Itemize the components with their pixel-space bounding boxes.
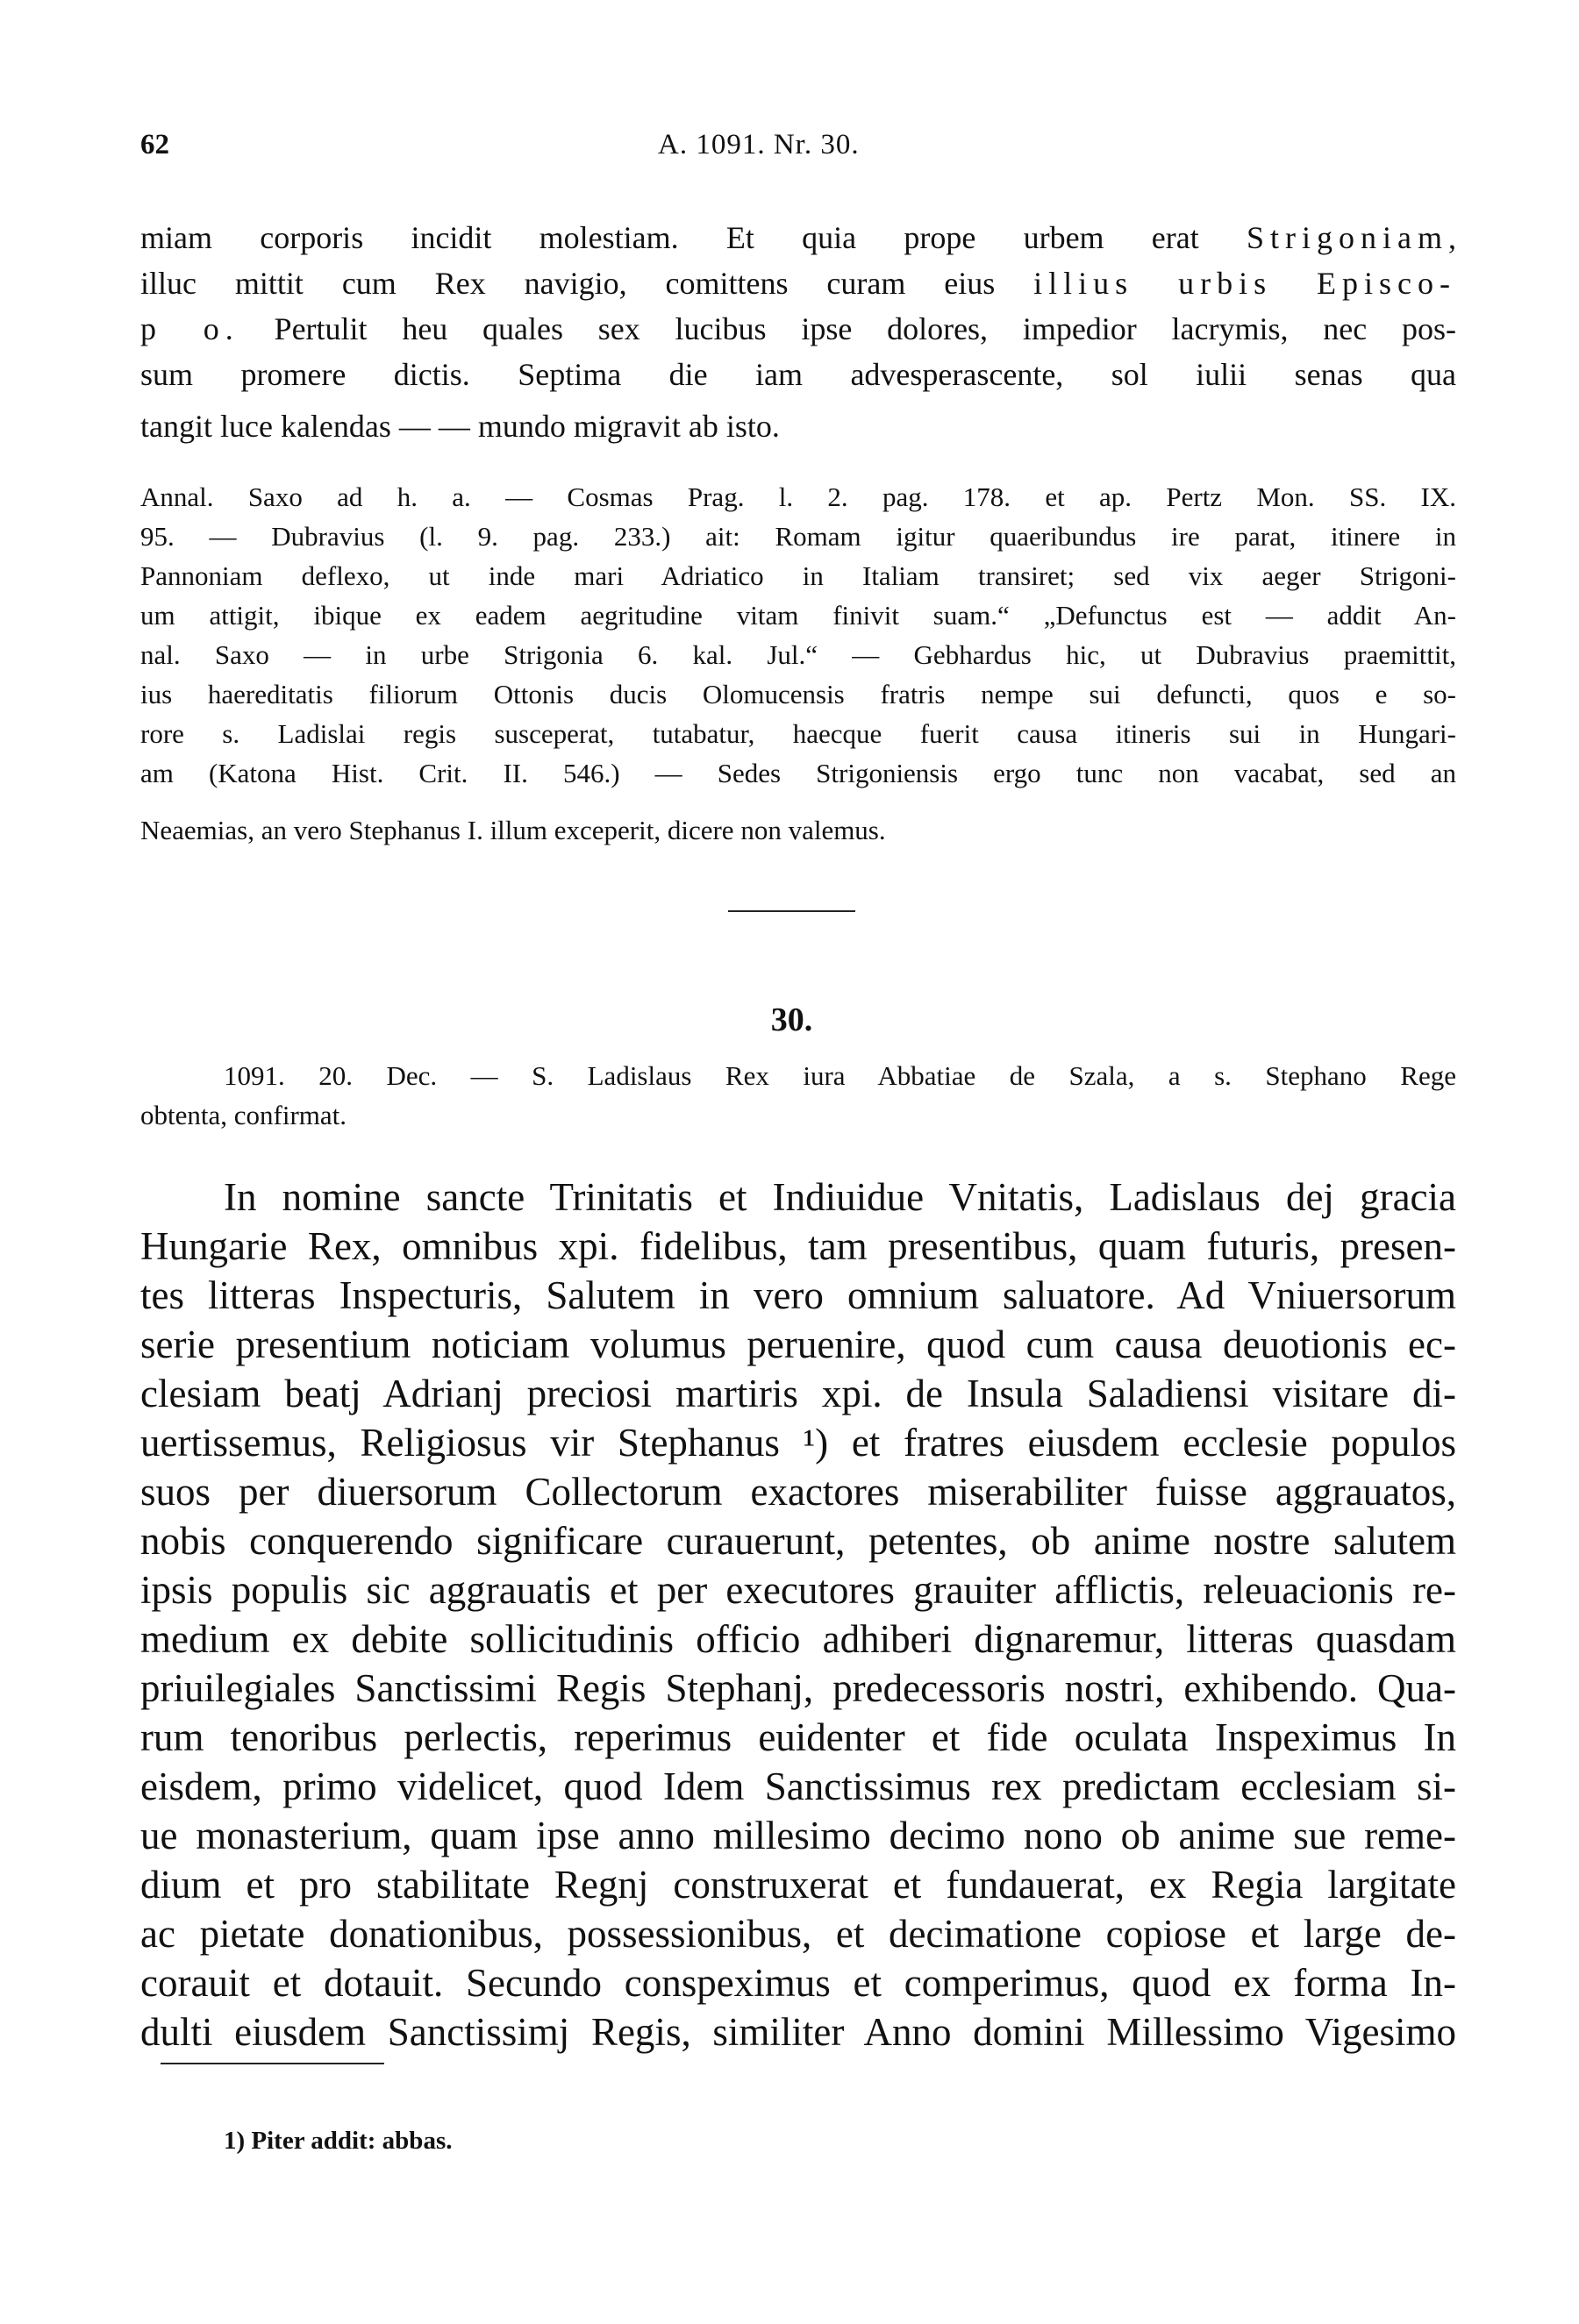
section-divider — [728, 910, 855, 912]
charter-line: rum tenoribus perlectis, reperimus euidenter et fide oculata Inspeximus In — [140, 1715, 1456, 1759]
charter-line: serie presentium noticiam volumus peruenire, quod cum causa deuotionis ec- — [140, 1322, 1456, 1366]
text-fragment: illuc mittit cum Rex navigio, comittens curam eius — [140, 266, 1034, 301]
text-fragment: miam corporis incidit molestiam. Et quia prope urbem erat — [140, 220, 1247, 255]
editorial-note-line: Pannoniam deflexo, ut inde mari Adriatico in Italiam transiret; sed vix aeger Strigoni- — [140, 560, 1456, 591]
document-summary-line: 1091. 20. Dec. — S. Ladislaus Rex iura Abbatiae de Szala, a s. Stephano Rege — [224, 1060, 1456, 1091]
charter-line: priuilegiales Sanctissimi Regis Stephanj, predecessoris nostri, exhibendo. Qua- — [140, 1666, 1456, 1710]
spaced-text: illius urbis Episco- — [1033, 266, 1456, 301]
charter-line: eisdem, primo videlicet, quod Idem Sanctissimus rex predictam ecclesiam si- — [140, 1764, 1456, 1808]
spaced-text: Strigoniam — [1247, 220, 1448, 255]
editorial-note-line: am (Katona Hist. Crit. II. 546.) — Sedes Strigoniensis ergo tunc non vacabat, sed an — [140, 758, 1456, 788]
charter-line: dium et pro stabilitate Regnj construxerat et fundauerat, ex Regia largitate — [140, 1863, 1456, 1907]
editorial-note-line: Annal. Saxo ad h. a. — Cosmas Prag. l. 2. pag. 178. et ap. Pertz Mon. SS. IX. — [140, 481, 1456, 512]
charter-line: clesiam beatj Adrianj preciosi martiris xpi. de Insula Saladiensi visitare di- — [140, 1372, 1456, 1415]
spaced-text: p o. — [140, 311, 239, 346]
charter-line: Hungarie Rex, omnibus xpi. fidelibus, tam presentibus, quam futuris, presen- — [140, 1224, 1456, 1268]
charter-line: In nomine sancte Trinitatis et Indiuidue Vnitatis, Ladislaus dej gracia — [224, 1175, 1456, 1219]
charter-line: ue monasterium, quam ipse anno millesimo decimo nono ob anime sue reme- — [140, 1814, 1456, 1857]
editorial-note-line: ius haereditatis filiorum Ottonis ducis Olomucensis fratris nempe sui defuncti, quos e so- — [140, 679, 1456, 709]
charter-line: suos per diuersorum Collectorum exactores miserabiliter fuisse aggrauatos, — [140, 1470, 1456, 1514]
document-summary-line: obtenta, confirmat. — [140, 1100, 347, 1130]
previous-text-line: tangit luce kalendas — — mundo migravit ab isto. — [140, 409, 780, 444]
charter-line: ipsis populis sic aggrauatis et per executores grauiter afflictis, releuacionis re- — [140, 1568, 1456, 1612]
charter-line: uertissemus, Religiosus vir Stephanus ¹) et fratres eiusdem ecclesie populos — [140, 1421, 1456, 1465]
charter-line: medium ex debite sollicitudinis officio adhiberi dignaremur, litteras quasdam — [140, 1617, 1456, 1661]
page-header — [140, 127, 1456, 162]
charter-line: tes litteras Inspecturis, Salutem in vero omnium saluatore. Ad Vniuersorum — [140, 1273, 1456, 1317]
footnote: 1) Piter addit: abbas. — [224, 2127, 453, 2155]
charter-line: nobis conquerendo significare curauerunt, petentes, ob anime nostre salutem — [140, 1519, 1456, 1563]
charter-line: corauit et dotauit. Secundo conspeximus et comperimus, quod ex forma In- — [140, 1961, 1456, 2005]
editorial-note-line: 95. — Dubravius (l. 9. pag. 233.) ait: Romam igitur quaeribundus ire parat, itinere in — [140, 521, 1456, 552]
previous-text-line: sum promere dictis. Septima die iam advesperascente, sol iulii senas qua — [140, 357, 1456, 392]
charter-line: dulti eiusdem Sanctissimj Regis, similiter Anno domini Millessimo Vigesimo — [140, 2010, 1456, 2054]
document-number: 30. — [770, 1002, 813, 1038]
previous-text-line — [140, 260, 1456, 306]
previous-text-line — [140, 306, 1456, 352]
text-fragment: Pertulit heu quales sex lucibus ipse dolores, impedior lacrymis, nec pos- — [239, 311, 1457, 346]
previous-text-line — [140, 215, 1456, 260]
editorial-note-line: nal. Saxo — in urbe Strigonia 6. kal. Jul.“ — Gebhardus hic, ut Dubravius praemittit, — [140, 639, 1456, 670]
charter-line: ac pietate donationibus, possessionibus, et decimatione copiose et large de- — [140, 1912, 1456, 1956]
editorial-note-line: um attigit, ibique ex eadem aegritudine vitam finivit suam.“ „Defunctus est — addit An- — [140, 600, 1456, 631]
footnote-divider — [161, 2063, 384, 2064]
text-fragment: , — [1448, 220, 1456, 255]
running-head: A. 1091. Nr. 30. — [658, 129, 860, 160]
editorial-note-line: rore s. Ladislai regis susceperat, tutabatur, haecque fuerit causa itineris sui in Hungari- — [140, 718, 1456, 749]
page-number: 62 — [140, 129, 169, 160]
editorial-note-line: Neaemias, an vero Stephanus I. illum exceperit, dicere non valemus. — [140, 815, 886, 845]
